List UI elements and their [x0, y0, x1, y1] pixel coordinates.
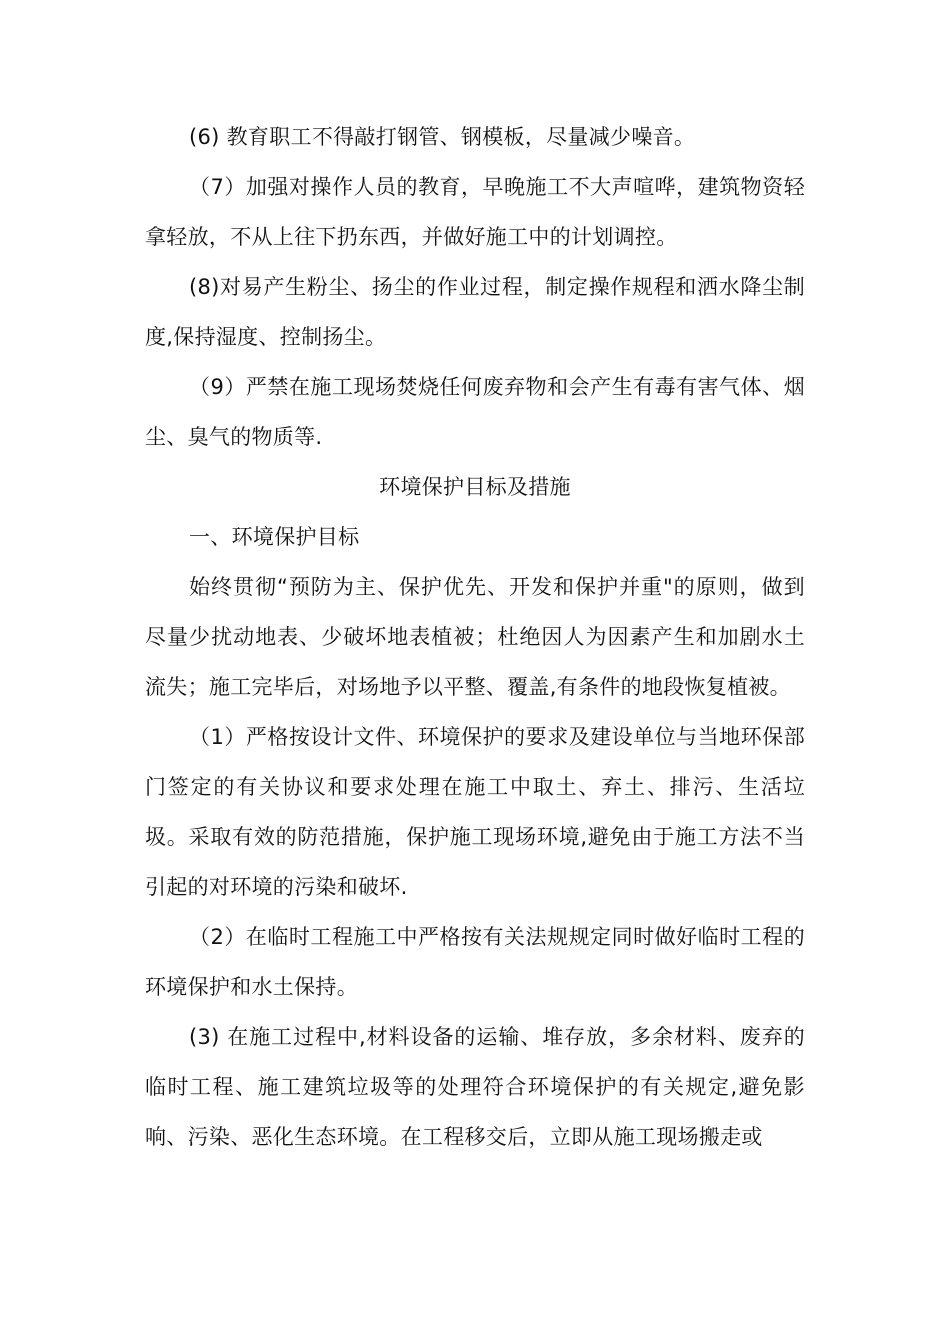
- measure-paragraph-2: （2）在临时工程施工中严格按有关法规规定同时做好临时工程的环境保护和水土保持。: [145, 925, 805, 999]
- measure-paragraph-1: （1）严格按设计文件、环境保护的要求及建设单位与当地环保部门签定的有关协议和要求处理在施工中取土、弃土、排污、生活垃圾。采取有效的防范措施，保护施工现场环境,避免由于施工方法不当引起的对环境的污染和破坏.: [145, 725, 805, 899]
- principle-paragraph: 始终贯彻“预防为主、保护优先、开发和保护并重"的原则，做到尽量少扰动地表、少破坏地表植被；杜绝因人为因素产生和加剧水土流失；施工完毕后，对场地予以平整、覆盖,有条件的地段恢复植被。: [145, 575, 805, 699]
- paragraph-item-7: （7）加强对操作人员的教育，早晚施工不大声喧哗，建筑物资轻拿轻放，不从上往下扔东西，并做好施工中的计划调控。: [145, 175, 805, 249]
- document-body: [145, 112, 805, 1162]
- subsection-title: 一、环境保护目标: [189, 525, 360, 549]
- paragraph-item-6: (6) 教育职工不得敲打钢管、钢模板，尽量减少噪音。: [189, 125, 696, 149]
- paragraph-item-9: （9）严禁在施工现场焚烧任何废弃物和会产生有毒有害气体、烟尘、臭气的物质等.: [145, 375, 805, 449]
- paragraph-item-8: (8)对易产生粉尘、扬尘的作业过程，制定操作规程和洒水降尘制度,保持湿度、控制扬尘。: [145, 275, 805, 349]
- measure-paragraph-3: (3) 在施工过程中,材料设备的运输、堆存放，多余材料、废弃的临时工程、施工建筑垃圾等的处理符合环境保护的有关规定,避免影响、污染、恶化生态环境。在工程移交后，立即从施工现场搬走或: [145, 1025, 805, 1149]
- section-title: 环境保护目标及措施: [379, 475, 571, 499]
